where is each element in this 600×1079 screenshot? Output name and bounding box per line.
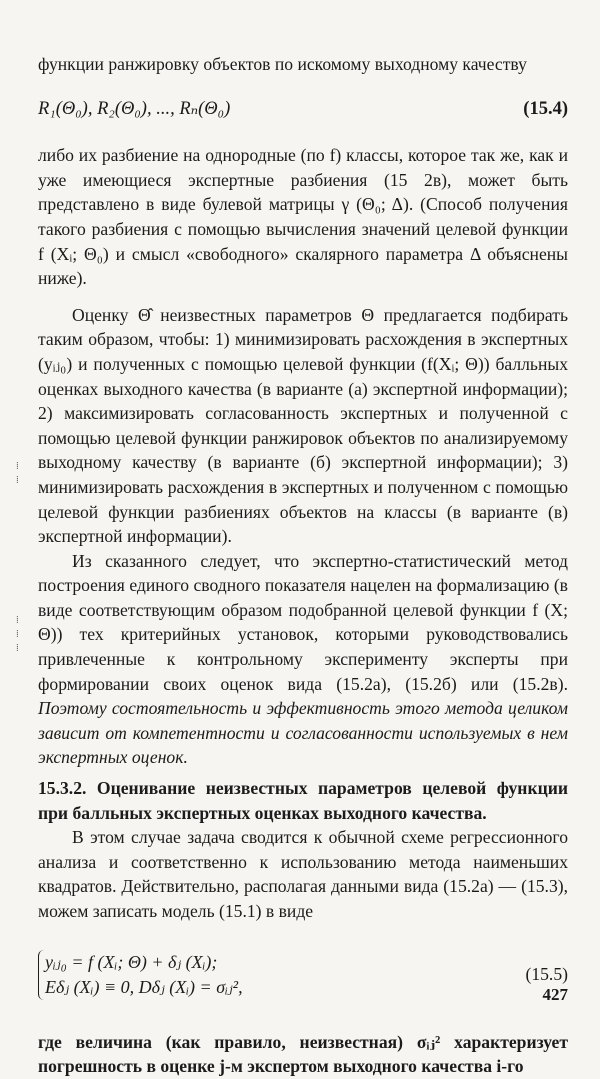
page-text [38, 52, 568, 1079]
equation-15-4-number: (15.4) [523, 98, 568, 119]
paragraph-conclusion-italic: Поэтому состоятельность и эффективность этого метода целиком зависит от компетентности и согласованности используемых в нем экспертных оценок. [38, 698, 568, 768]
equation-15-4-body: R₁(Θ₀), R₂(Θ₀), ..., Rₙ(Θ₀) [38, 98, 231, 119]
paragraph-continuation: функции ранжировку объектов по искомому выходному качеству [38, 54, 527, 74]
page-number: 427 [542, 985, 568, 1004]
paragraph-conclusion [38, 549, 568, 770]
paragraph-estimate-criteria: Оценку Θ̂ неизвестных параметров Θ предлагается подбирать таким образом, чтобы: 1) минимизировать расхождения в экспертных (yᵢⱼ₀) и полученных с помощью целевой функции (f(Xᵢ; Θ)) балльных оценках выходного качества (в варианте (а) экспертной информации); 2) максимизировать согласованность экспертных и полученной с помощью целевой функции ранжировок объектов по анализируемому выходному качеству (в варианте (б) экспертной информации); 3) минимизировать расхождения в экспертных и полученном с помощью целевой функции разбиениях объектов на классы (в варианте (в) экспертной информации). [38, 304, 568, 547]
section-heading: 15.3.2. Оценивание неизвестных параметров целевой функции при балльных экспертных оценках выходного качества. [38, 778, 568, 823]
equation-system-line-2: Eδⱼ (Xᵢ) ≡ 0, Dδⱼ (Xᵢ) = σᵢⱼ², [45, 976, 243, 997]
equation-system [38, 950, 243, 1000]
paragraph-variance: где величина (как правило, неизвестная) σᵢⱼ² характеризует погрешность в оценке j-м экспертом выходного качества i-го [38, 1031, 568, 1077]
paragraph-partition: либо их разбиение на однородные (по f) классы, которое так же, как и уже имеющиеся экспертные разбиения (15 2в), может быть представлено в виде булевой матрицы γ (Θ₀; Δ). (Способ получения такого разбиения с помощью вычисления значений целевой функции f (Xᵢ; Θ₀) и смысл «свободного» скалярного параметра Δ объяснены ниже). [38, 145, 568, 289]
paragraph-regression: В этом случае задача сводится к обычной схеме регрессионного анализа и соответственно к использованию метода наименьших квадратов. Действительно, располагая данными вида (15.2а) — (15.3), можем записать модель (15.1) в виде [38, 827, 568, 921]
equation-15-5 [38, 950, 568, 1000]
margin-marks: ⁞ ⁞ ⁞ ⁞ ⁞ [16, 461, 19, 654]
equation-15-4 [38, 97, 568, 122]
paragraph-conclusion-text: Из сказанного следует, что экспертно-статистический метод построения единого сводного показателя нацелен на формализацию (в виде соответствующим образом подобранной целевой функции f (X; Θ)) тех критерийных установок, которыми руководствовались привлеченные к контрольному эксперименту эксперты при формировании своих оценок вида (15.2а), (15.2б) или (15.2в). [38, 550, 568, 694]
equation-15-5-number: (15.5) [525, 964, 568, 985]
equation-system-line-1: yᵢⱼ₀ = f (Xᵢ; Θ) + δⱼ (Xᵢ); [45, 951, 218, 972]
